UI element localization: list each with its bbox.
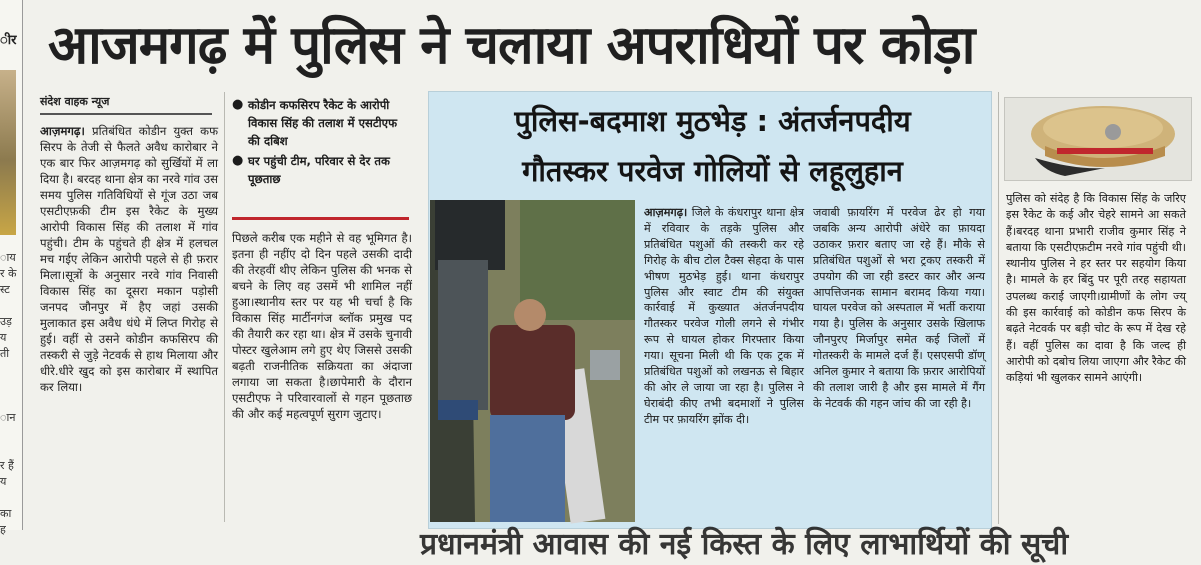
- byline-divider: [40, 113, 212, 115]
- highlight-bullets: [232, 96, 412, 190]
- right-column-text: पुलिस को संदेह है कि विकास सिंह के जरिए इस रैकेट के कई और चेहरे सामने आ सकते हैं।बरदह थाना प्रभारी राजीव कुमार सिंह ने बताया कि एसटीएफ़टीम नरवे गांव पहुंची थी। स्थानीय पुलिस ने हर स्तर पर सहयोग किया है। मामले के हर बिंदु पर पूरी तरह सहायता उपलब्ध कराई जाएगी।ग्रामीणों के लोग ज्य् की इस कार्रवाई को कोडीन कफ सिरप के बढ़ते नेटवर्क पर बड़ी चोट के रूप में देख रहे हैं। वहीं पुलिस का दावा है कि जल्द ही आरोपी को दबोच लिया जाएगा और रैकेट की कड़ियां भी खुलकर सामने आएंगी।: [1006, 192, 1186, 385]
- sub-story-text-1: जिले के कंधरापुर थाना क्षेत्र में रविवार के तड़के पुलिस और प्रतिबंधित पशुओं की तस्करी कर रहे गिरोह के बीच टोल टैक्स सेहदा के पास भीषण मुठभेड़ हुई। थाना कंधरापुर पुलिस और स्वाट टीम की संयुक्त कार्रवाई में कुख्यात अंतर्जनपदीय गौतस्कर परवेज गोली लगने से गंभीर रूप से घायल होकर गिरफ्तार किया गया। सूचना मिली थी कि एक ट्रक में प्रतिबंधित पशुओं को लखनऊ से बिहार की ओर ले जाया जा रहा है। पुलिस ने घेराबंदी कीए तभी बदमाशों ने पुलिस टीम पर फ़ायरिंग झोंक दी।: [644, 206, 805, 426]
- next-headline-cropped: [420, 525, 1200, 562]
- sub-story-column-2: [813, 205, 985, 412]
- bullet-text: घर पहुंची टीम, परिवार से देर तक पूछताछ: [248, 154, 390, 186]
- sub-story-headline: [440, 96, 985, 196]
- column-divider: [998, 92, 999, 524]
- fragment-photo: [0, 70, 16, 235]
- encounter-photo-illustration: [430, 200, 635, 522]
- byline: संदेश वाहक न्यूज: [40, 95, 110, 108]
- bullet-icon: ●: [232, 97, 244, 112]
- police-cap-photo: [1004, 97, 1192, 181]
- next-headline-text: प्रधानमंत्री आवास की नई किस्त के लिए लाभार्थियों की सूची: [420, 527, 1069, 562]
- police-cap-icon: [1005, 98, 1191, 180]
- article-text-2: पिछले करीब एक महीने से वह भूमिगत है। इतना ही नहींए दो दिन पहले उसकी दादी की तेरहवीं थीए लेकिन पुलिस की भनक से बचने के लिए वह उसमें भी शामिल नहीं हुआ।स्थानीय स्तर पर यह भी चर्चा है कि विकास सिंह मार्टीनगंज ब्लॉक प्रमुख पद की तैयारी कर रहा था। क्षेत्र में उसके चुनावी पोस्टर खुलेआम लगे हुए थेए जिससे उसकी बढ़ती राजनीतिक सक्रियता का अंदाजा लगाया जा सकता है।छापेमारी के दौरान एसटीएफ ने परिवारवालों से गहन पूछताछ की और कई महत्वपूर्ण सुराग जुटाए।: [232, 231, 412, 421]
- bullet-item: [232, 96, 412, 150]
- right-column: [1006, 191, 1186, 387]
- article-column-2: [232, 230, 412, 422]
- adjacent-article-fragment: [0, 0, 23, 536]
- encounter-photo: [430, 200, 635, 522]
- red-divider: [232, 217, 409, 220]
- bullet-text: कोडीन कफसिरप रैकेट के आरोपी विकास सिंह की तलाश में एसटीएफ की दबिश: [248, 98, 398, 148]
- sub-story-dateline: आज़मगढ़।: [644, 206, 688, 219]
- sub-headline-line-1: पुलिस-बदमाश मुठभेड़ : अंतर्जनपदीय: [514, 104, 911, 138]
- bullet-icon: ●: [232, 153, 244, 168]
- sub-story-text-2: जवाबी फ़ायरिंग में परवेज ढेर हो गया जबकि अन्य आरोपी अंधेरे का फ़ायदा उठाकर फ़रार बताए जा रहे हैं। मौके से प्रतिबंधित पशुओं से भरा ट्रकए तस्करी में उपयोग की जा रही डस्टर कार और अन्य आपत्तिजनक सामान बरामद किया गया। घायल परवेज को अस्पताल में भर्ती कराया गया है। पुलिस के अनुसार उसके खिलाफ जौनपुरए मिर्जापुर समेत कई जिलों में गोतस्करी के मामले दर्ज हैं। एसएसपी डॉण् अनिल कुमार ने बताया कि फ़रार आरोपियों की तलाश जारी है और इस मामले में गैंग के नेटवर्क की गहन जांच की जा रही है।: [813, 206, 985, 410]
- bullet-item: [232, 152, 412, 188]
- sub-story-column-1: [644, 205, 804, 428]
- sub-headline-line-2: गौतस्कर परवेज गोलियों से लहूलुहान: [522, 154, 903, 188]
- fragment-text: ाय र के स्ट उड़ य ती ान र हैं य का ह: [0, 251, 17, 536]
- main-headline: आजमगढ़ में पुलिस ने चलाया अपराधियों पर कोड़ा: [48, 15, 975, 76]
- column-divider: [224, 92, 225, 522]
- fragment-heading: ीर: [0, 33, 17, 48]
- article-column-1: [40, 123, 218, 395]
- article-text-1: प्रतिबंधित कोडीन युक्त कफ सिरप के तेजी से फैलते अवैध कारोबार ने एक बार फिर आज़मगढ़ को सुर्खियों में ला दिया है। बरदह थाना क्षेत्र का नरवे गांव उस समय पुलिस गतिविधियों से गूंज उठा जब एसटीएफ़की टीम इस रैकेट के मुख्य आरोपी विकास सिंह की तलाश में गांव पहुंची। टीम के पहुंचते ही क्षेत्र में हलचल मच गईए लेकिन आरोपी पहले से ही फ़रार मिला।सूत्रों के अनुसार नरवे गांव निवासी विकास सिंह का दूसरा मकान पड़ोसी जनपद जौनपुर में हैए जहां उसकी मुलाकात इस अवैध धंधे में लिप्त गिरोह से हुई। वहीं से उसने कोडीन कफसिरप की तस्करी से जुड़े नेटवर्क से हाथ मिलाया और धीरे.धीरे खुद को इस कारोबार में स्थापित कर लिया।: [40, 124, 219, 394]
- dateline: आज़मगढ़।: [40, 124, 85, 138]
